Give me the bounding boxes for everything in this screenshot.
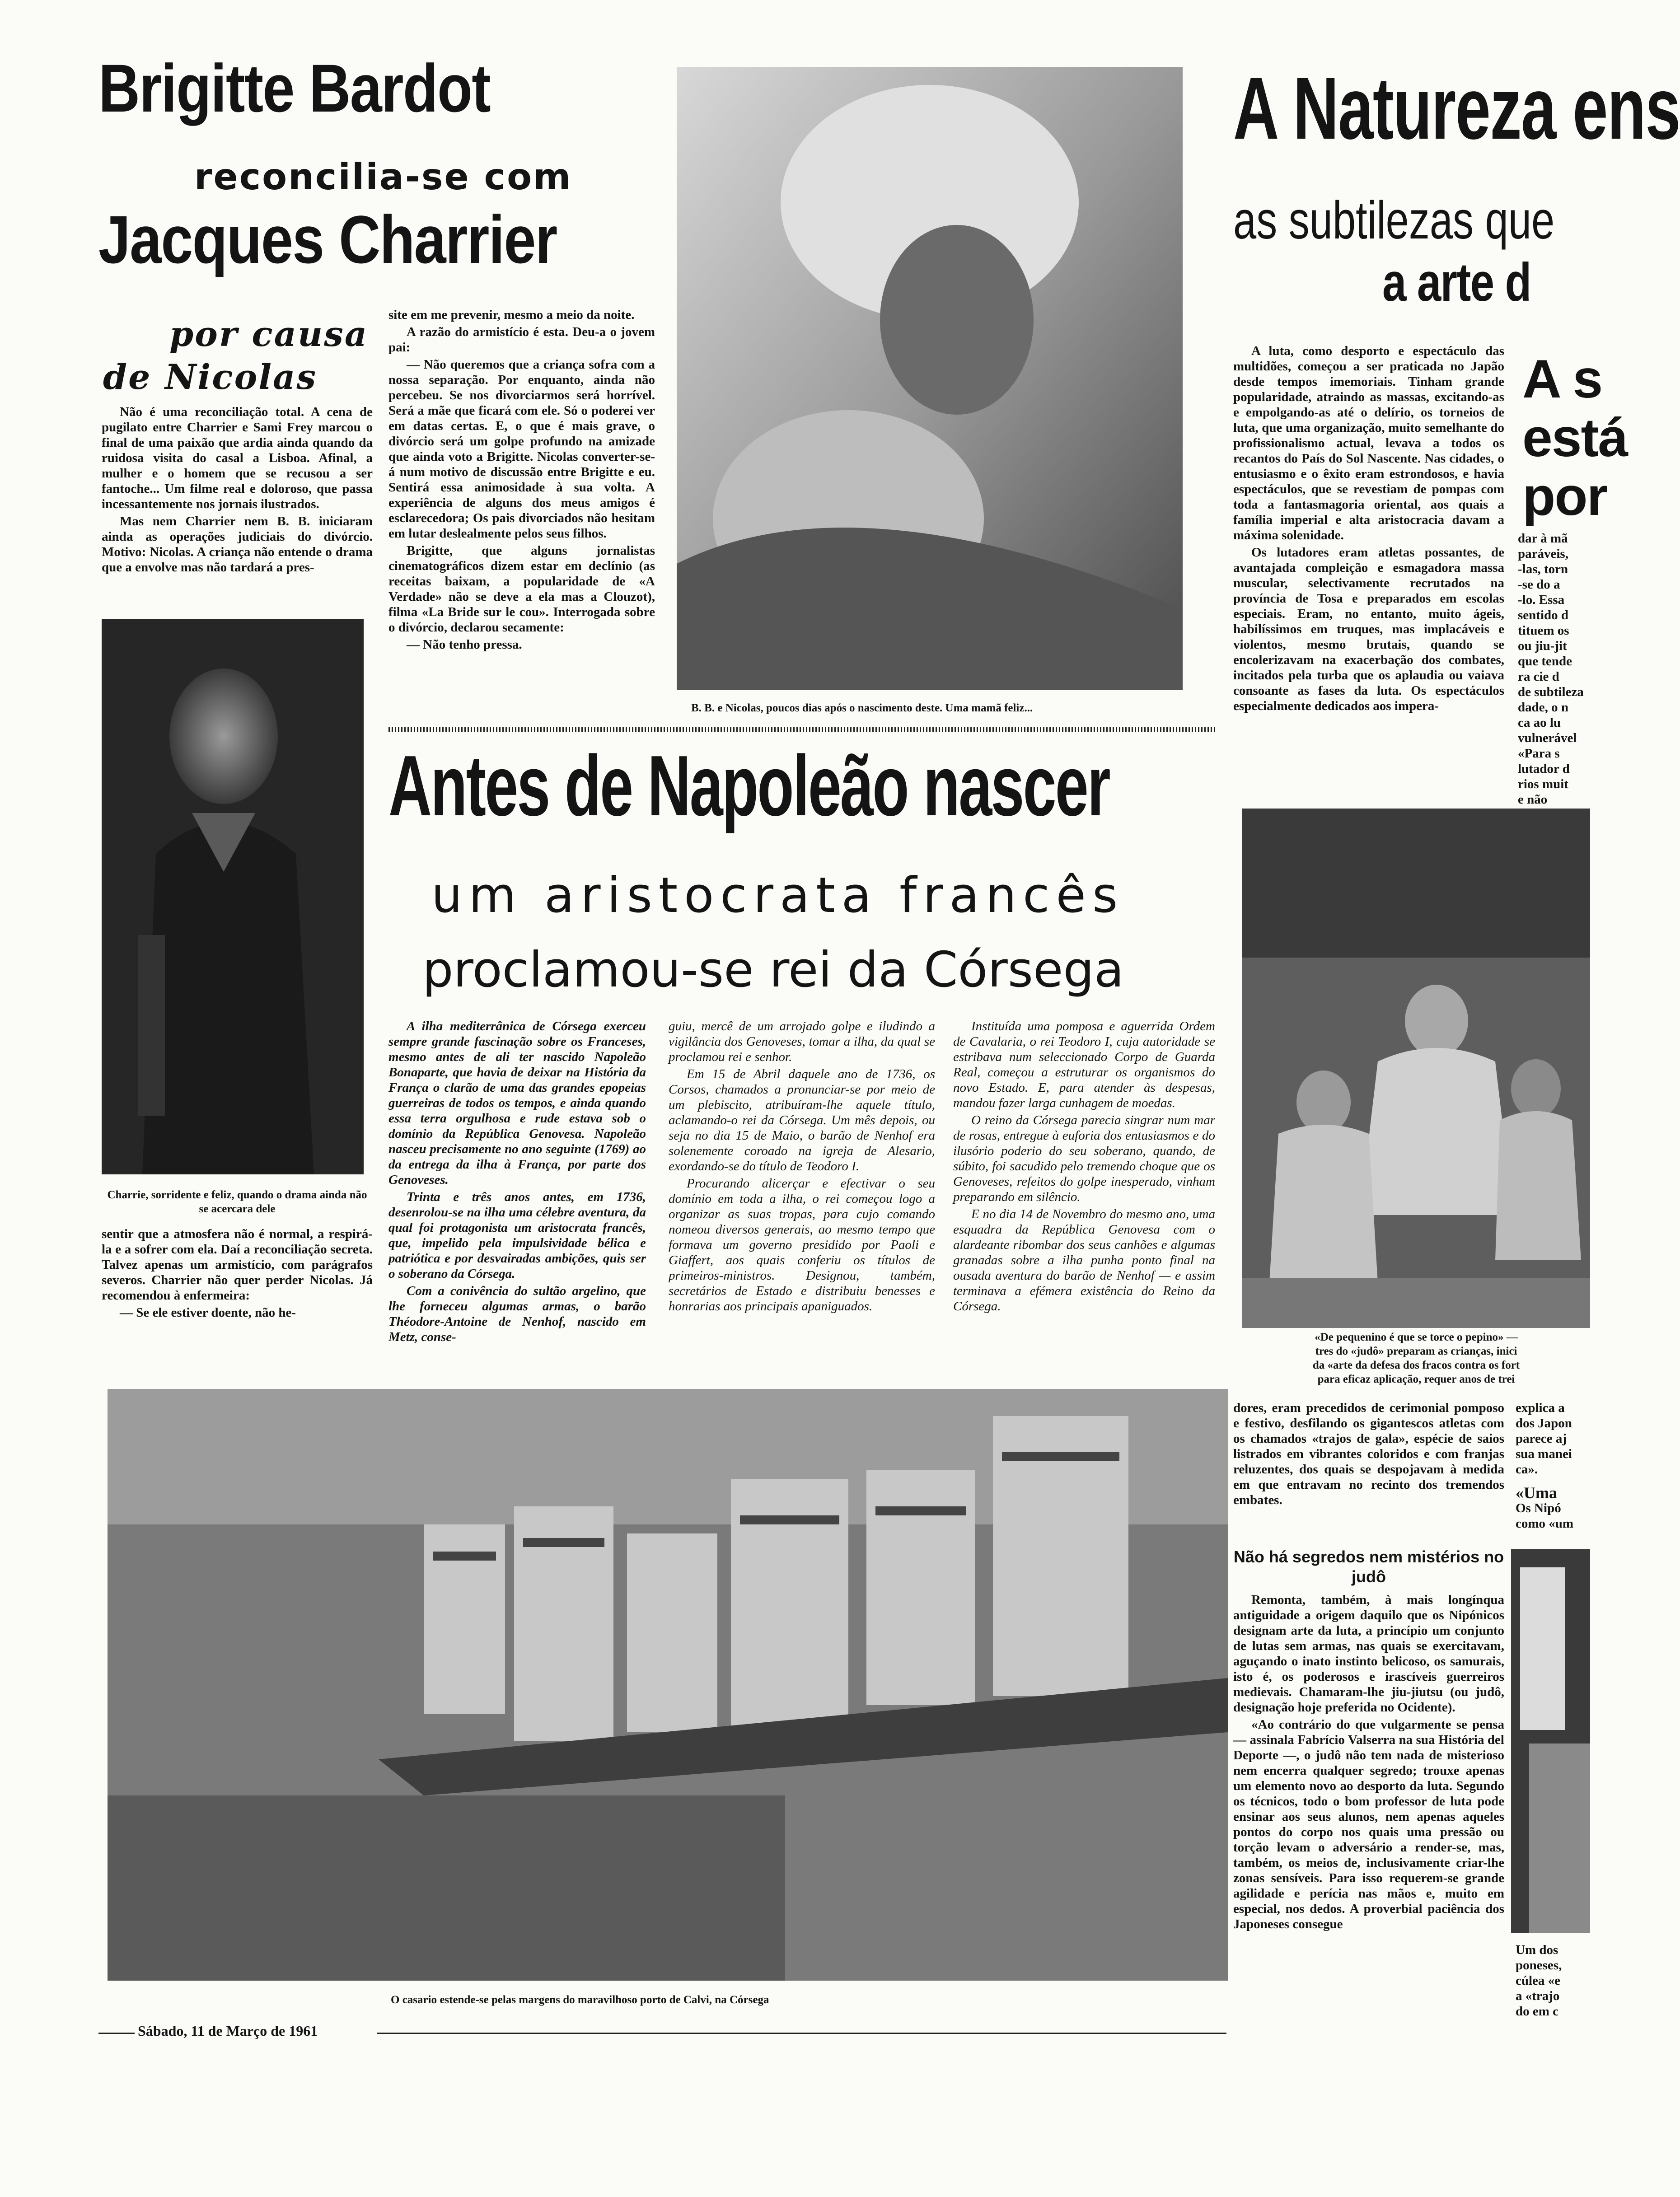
judo-col2-line: de subtileza <box>1518 685 1584 699</box>
napoleao-col2-p2: Em 15 de Abril daquele ano de 1736, os Corsos, chamados a pronunciar-se por meio de um plebiscito, atribuíram-lhe aquele título, aclamando-o rei da Córsega. Um mês depois, ou seja no dia 15 de Maio, o barão de Nenhof era solenemente coroado na igreja de Alesario, exordando-se do título de Teodoro I. <box>669 1067 935 1173</box>
napoleao-col1-p1: A ilha mediterrânica de Córsega exerceu sempre grande fascinação sobre os Franceses, mesmo antes de ali ter nascido Napoleão Bonaparte, que havia de deixar na História da França o clarão de uma das grandes epopeias guerreiras de todos os tempos, e ainda quando essa terra orgulhosa e rude estava sob o domínio da República Genovesa. Napoleão nasceu precisamente no ano seguinte (1769) ao da entrega da ilha à França, por parte dos Genoveses. <box>388 1019 646 1187</box>
footer-rule-left <box>98 2033 135 2034</box>
judo-title-clip <box>1229 45 1680 316</box>
judo-title-line1: A Natureza ens <box>1233 59 1680 158</box>
judo-caption-line: «De pequenino é que se torce o pepino» — <box>1315 1331 1518 1343</box>
judo-col2-line: rios muit <box>1518 777 1568 791</box>
charrier-photo <box>102 619 364 1174</box>
judo-col1c: Remonta, também, à mais longínqua antiguidade a origem daquilo que os Nipónicos designam arte da luta, a princípio um conjunto de lutas sem armas, nas quais se exercitavam, aguçando o inato instinto belicoso, os samurais, isto é, os poderosos e irascíveis guerreiros medievais. Chamaram-lhe jiu-jiutsu (ou judô, designação hoje preferida no Ocidente). <box>1233 1593 1504 1715</box>
napoleao-col1 <box>388 1019 646 1346</box>
judo-col2b-line: como «um <box>1516 1516 1574 1531</box>
bardot-col2-p0: site em me prevenir, mesmo a meio da noite. <box>388 308 635 322</box>
bb-photo-caption: B. B. e Nicolas, poucos dias após o nascimento deste. Uma mamã feliz... <box>691 702 1033 714</box>
bardot-col2-p4: — Não tenho pressa. <box>407 637 522 652</box>
judo-col2-line: sentido d <box>1518 608 1569 622</box>
judo-col2-line: tituem os <box>1518 623 1569 638</box>
judo-side-head-1: A s <box>1522 349 1602 409</box>
judo-col2c-line: cúlea «e <box>1516 1973 1561 1988</box>
bardot-col2-p3: Brigitte, que alguns jornalistas cinematográficos dizem estar em declínio (as receitas baixam, a popularidade de «A Verdade» não se deve a ela mas a Clouzot), filma «La Bride sur le cou». Interrogada sobre o divórcio, declarou secamente: <box>388 543 655 635</box>
judo-col2-line: dade, o n <box>1518 700 1569 715</box>
bb-nicolas-photo <box>677 67 1183 690</box>
napoleao-col1-p2: Trinta e três anos antes, em 1736, desenrolou-se na ilha uma célebre aventura, da qual foi protagonista um aristocrata francês, que, impelido pela impulsividade bélica e patriótica e por desvairadas ambições, quis ser o soberano da Córsega. <box>388 1190 646 1281</box>
napoleao-col3-p2: O reino da Córsega parecia singrar num mar de rosas, entregue à euforia dos entusiasmos e do ilusório poderio do seu soberano, quando, de súbito, foi sacudido pelo tremendo choque que os Genoveses, refeitos do golpe inesperado, vinham preparando em silêncio. <box>953 1113 1215 1204</box>
judo-side-head-clip <box>1518 348 1628 538</box>
judo-col2-line: vulnerável <box>1518 731 1577 745</box>
bardot-title-line1: Brigitte Bardot <box>98 50 490 126</box>
judo-col2b-line: ca». <box>1516 1462 1538 1477</box>
judo-col1b: dores, eram precedidos de cerimonial pomposo e festivo, desfilando os gigantescos atletas com os chamados «trajos de gala», espécie de saios listrados em vibrantes coloridos e com franjas reluzentes, dos quais se despojavam à medida em que entravam no recinto dos tremendos embates. <box>1233 1401 1504 1507</box>
judo-col2-line: -lo. Essa <box>1518 593 1565 607</box>
judo-col2-line: -se do a <box>1518 577 1560 592</box>
judo-caption-line: tres do «judô» preparam as crianças, inici <box>1315 1345 1517 1357</box>
bardot-title-line3: Jacques Charrier <box>98 201 557 277</box>
judo-subhead: Não há segredos nem mistérios no judô <box>1233 1547 1504 1586</box>
napoleao-title: Antes de Napoleão nascer <box>388 738 1109 834</box>
judo-side-head-2: está <box>1522 407 1628 468</box>
judo-photo-caption <box>1242 1330 1590 1386</box>
napoleao-subtitle-2: proclamou-se rei da Córsega <box>422 942 1124 998</box>
calvi-photo-caption: O casario estende-se pelas margens do maravilhoso porto de Calvi, na Córsega <box>391 1994 769 2006</box>
judo-col2-line: dar à mã <box>1518 531 1568 546</box>
napoleao-col2-p1: guiu, mercê de um arrojado golpe e iludindo a vigilância dos Genoveses, tomar a ilha, da qual se proclamou rei e senhor. <box>669 1019 935 1064</box>
napoleao-col2-p3: Procurando alicerçar e efectivar o seu domínio em toda a ilha, o rei começou logo a organizar as suas tropas, para cujo comando nomeou diversos generais, ao mesmo tempo que formava um governo presidido por Paoli e Giaffert, aos quais conferiu os títulos de primeiros-ministros. Designou, também, secretários de Estado e distribuiu benesses e honrarias aos principais apaniguados. <box>669 1176 935 1314</box>
judo-col1d: «Ao contrário do que vulgarmente se pensa — assinala Fabrício Valserra na sua História del Deporte —, o judô não tem nada de misterioso nem encerra qualquer segredo; trouxe apenas um elemento novo ao desporto da luta. Segundo os técnicos, todo o bom professor de luta pode ensinar aos seus alunos, nem apenas aqueles pontos do corpo nos quais uma pressão ou torção levam o adversário a render-se, mas, também, os meios de, inclusivamente criar-lhe zonas sensíveis. Para isso requerem-se grande agilidade e perícia nas mãos e, muito em especial, nos dedos. A proverbial paciência dos Japoneses consegue <box>1233 1717 1504 1931</box>
charrier-photo-art <box>102 619 364 1174</box>
judo-title-line3: a arte d <box>1382 252 1531 313</box>
judo-col2b-line: Os Nipó <box>1516 1501 1561 1515</box>
bardot-bottom-p1: sentir que a atmosfera não é normal, a respirá-la e a sofrer com ela. Daí a reconciliação secreta. Talvez apenas um armistício, com parágrafos severos. Charrier não quer perder Nicolas. Já recomendou à enfermeira: <box>102 1227 373 1303</box>
judo-children-photo <box>1242 809 1590 1328</box>
napoleao-col3-p3: E no dia 14 de Novembro do mesmo ano, uma esquadra da República Genovesa com o alardeante ribombar dos seus canhões e algumas granadas sobre a ilha punha ponto final na ousada aventura do barão de Nenhof — e assim terminava a efémera existência do Reino da Córsega. <box>953 1207 1215 1314</box>
judo-children-photo-art <box>1242 809 1590 1328</box>
judo-col1-more <box>1233 1592 1504 1934</box>
judo-col2b-line: explica a <box>1516 1401 1565 1415</box>
judo-col2b-line: parece aj <box>1516 1431 1567 1446</box>
judo-col2b-head: «Uma <box>1516 1484 1557 1502</box>
bardot-col1-p1: Não é uma reconciliação total. A cena de pugilato entre Charrier e Sami Frey marcou o final de uma paixão que ardia ainda quando da ruidosa visita do casal a Lisboa. Afinal, a mulher e o homem que se recusou a ser fantoche... Um filme real e doloroso, que passa incessantemente nos jornais ilustrados. <box>102 405 373 511</box>
judo-col1 <box>1233 343 1504 715</box>
judo-col2-line: ou jiu-jit <box>1518 639 1567 653</box>
charrier-photo-caption: Charrie, sorridente e feliz, quando o drama ainda não se acercara dele <box>107 1189 367 1215</box>
judo-second-photo-art <box>1511 1549 1590 1933</box>
bardot-title-line2: reconcilia-se com <box>194 156 572 198</box>
bb-nicolas-photo-art <box>677 67 1183 690</box>
footer-date: Sábado, 11 de Março de 1961 <box>138 2023 318 2039</box>
calvi-harbour-photo <box>108 1389 1228 1981</box>
judo-col2-line: -las, torn <box>1518 562 1568 576</box>
calvi-harbour-photo-art <box>108 1389 1228 1981</box>
section-divider <box>388 727 1215 732</box>
judo-col2-line: «Para s <box>1518 746 1560 761</box>
judo-col2b-line: sua manei <box>1516 1447 1572 1461</box>
judo-second-photo <box>1511 1549 1590 1933</box>
bardot-bottom-p2: — Se ele estiver doente, não he- <box>120 1305 296 1320</box>
napoleao-col2 <box>669 1019 935 1316</box>
judo-col2-line: que tende <box>1518 654 1572 668</box>
napoleao-subtitle-1: um aristocrata francês <box>431 867 1124 924</box>
judo-col2 <box>1518 531 1590 823</box>
judo-side-head-3: por <box>1522 466 1607 527</box>
judo-col2c-line: Um dos <box>1516 1943 1558 1957</box>
napoleao-col1-p3: Com a conivência do sultão argelino, que lhe forneceu algumas armas, o barão Théodore-Antoine de Nenhof, nascido em Metz, conse- <box>388 1284 646 1344</box>
napoleao-col3 <box>953 1019 1215 1316</box>
judo-col1-p2: Os lutadores eram atletas possantes, de avantajada compleição e esmagadora massa muscular, selectivamente recrutados na província de Tosa e preparados em escolas especiais. Eram, no entanto, muito ágeis, habilíssimos em truques, mas implacáveis e violentos, mesmo brutais, quando se encolerizavam na exacerbação dos combates, incitados pela turba que os aplaudia ou vaiava consoante as fases da luta. Os espectáculos especialmente dedicados aos impera- <box>1233 545 1504 713</box>
judo-col2c-line: do em c <box>1516 2004 1559 2019</box>
napoleao-col3-p1: Instituída uma pomposa e aguerrida Ordem de Cavalaria, o rei Teodoro I, cuja autoridade se estribava num seleccionado Corpo de Guarda Real, começou a estruturar os organismos do novo Estado. E, para atender às despesas, mandou fazer larga cunhagem de moedas. <box>953 1019 1215 1110</box>
judo-col2c-line: poneses, <box>1516 1958 1562 1973</box>
bardot-col2-text <box>388 307 655 654</box>
bardot-col2-p2: — Não queremos que a criança sofra com a nossa separação. Por enquanto, ainda não percebeu. Se nos divorciarmos será horrível. Será a mãe que ficará com ele. Só o poderei ver em datas certas. E, o que é mais grave, o divórcio será um golpe profundo na amizade que ainda voto a Brigitte. Nicolas converter-se-á num motivo de discussão entre Brigitte e eu. Sentirá essa animosidade à sua volta. A experiência de alguns dos meus amigos é esclarecedora; Os pais divorciados não hesitam em lutar deslealmente pelos seus filhos. <box>388 357 655 541</box>
bardot-col1-text <box>102 404 373 577</box>
bardot-col1-p2: Mas nem Charrier nem B. B. iniciaram ainda as operações judiciais do divórcio. Motivo: Nicolas. A criança não entende o drama que a envolve mas não tardará a pres- <box>102 514 373 575</box>
judo-col2-line: ca ao lu <box>1518 715 1561 730</box>
footer-rule-right <box>377 2033 1226 2034</box>
judo-col2c <box>1516 1942 1590 2019</box>
judo-caption-line: para eficaz aplicação, requer anos de trei <box>1317 1373 1515 1385</box>
bardot-bottom-text <box>102 1226 373 1322</box>
judo-col2b-line: dos Japon <box>1516 1416 1572 1430</box>
bardot-col2-p1: A razão do armistício é esta. Deu-a o jovem pai: <box>388 325 655 355</box>
judo-col1-p1: A luta, como desporto e espectáculo das multidões, começou a ser praticada no Japão desde tempos imemoriais. Tinham grande popularidade, atraindo as massas, excitando-as e empolgando-as até o delírio, os torneios de luta, que uma organização, muito semelhante do profissionalismo actual, levava a todos os recantos do País do Sol Nascente. Nas cidades, o entusiasmo e o êxito eram estrondosos, e havia espectáculos, que se revestiam de pompas com toda a fantasmagoria oriental, aos quais a família imperial e alta aristocracia davam a máxima solenidade. <box>1233 344 1504 542</box>
judo-title-line2: as subtilezas que <box>1233 191 1555 250</box>
judo-col2-line: ra cie d <box>1518 669 1559 684</box>
bardot-subtitle-1: por causa <box>169 314 369 354</box>
judo-col1-continued <box>1233 1400 1504 1510</box>
judo-col2b <box>1516 1400 1590 1531</box>
judo-col2c-line: a «trajo <box>1516 1989 1560 2003</box>
bardot-subtitle-2: de Nicolas <box>103 357 318 397</box>
judo-col2-line: lutador d <box>1518 762 1570 776</box>
judo-col2-line: paráveis, <box>1518 547 1568 561</box>
judo-col2-line: e não <box>1518 792 1548 807</box>
judo-caption-line: da «arte da defesa dos fracos contra os fort <box>1312 1359 1520 1371</box>
